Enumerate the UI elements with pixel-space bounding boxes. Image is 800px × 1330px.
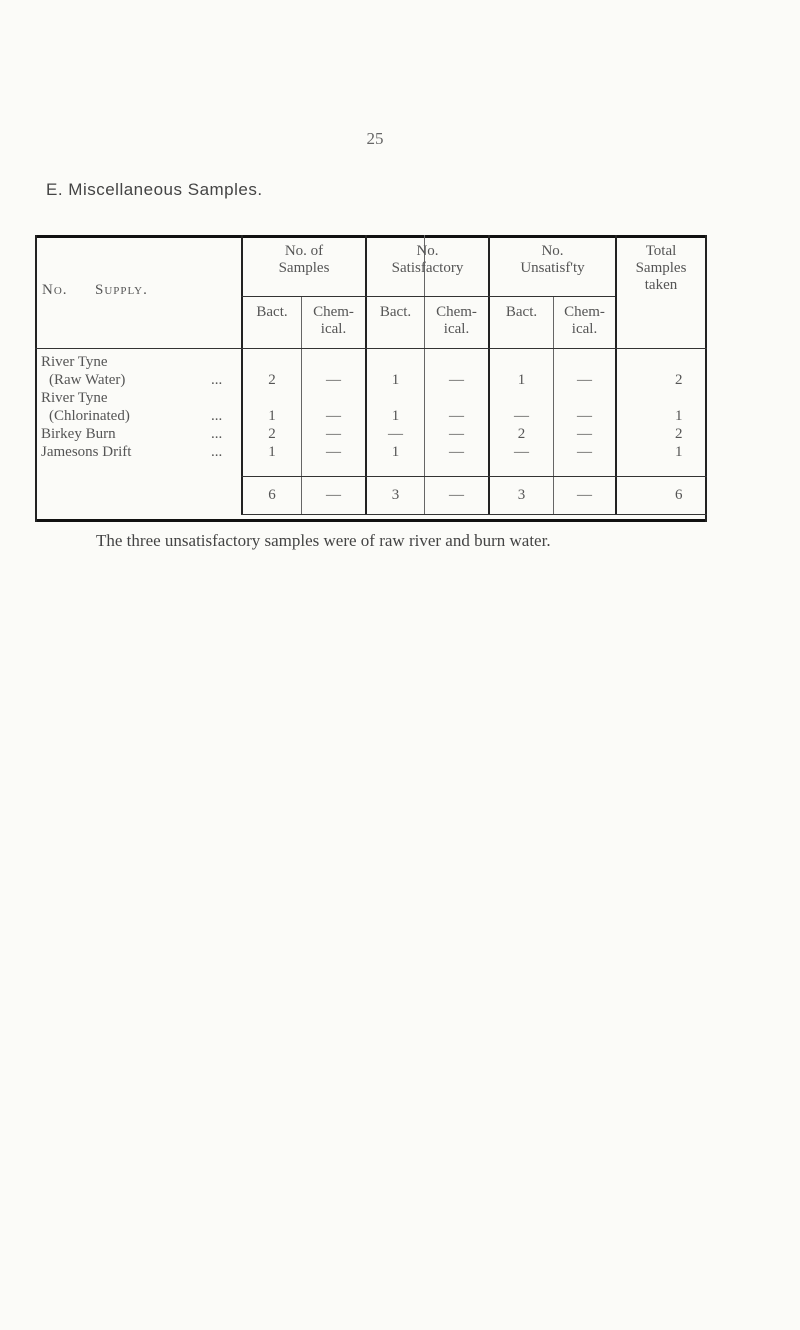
row-4-total: 1: [675, 444, 683, 460]
totals-satisfactory-chem: —: [449, 487, 464, 503]
page-number: 25: [366, 129, 384, 148]
totals-top-rule: [241, 476, 707, 477]
subheader-samples-chem-line2: ical.: [320, 321, 347, 337]
row-3-unsatisfactory-bact: 2: [517, 426, 526, 442]
totals-samples-chem: —: [326, 487, 341, 503]
samples-table: [35, 235, 707, 522]
row-4-satisfactory-bact: 1: [391, 444, 400, 460]
header-samples-line2: Samples: [278, 260, 330, 276]
header-samples-line1: No. of: [284, 243, 324, 259]
subheader-satisfactory-bact: Bact.: [379, 304, 412, 320]
subheader-unsatisfactory-bact: Bact.: [505, 304, 538, 320]
totals-satisfactory-bact: 3: [391, 487, 400, 503]
row-3-satisfactory-bact: —: [388, 426, 403, 442]
row-1-unsatisfactory-chem: —: [577, 372, 592, 388]
totals-samples-bact: 6: [268, 487, 276, 503]
subheader-samples-chem-line1: Chem-: [313, 304, 354, 320]
row-3-samples-bact: 2: [268, 426, 276, 442]
subheader-rule: [241, 296, 615, 297]
header-no: No.: [42, 282, 68, 298]
totals-unsatisfactory-chem: —: [577, 487, 592, 503]
row-2-label-line1: River Tyne: [41, 390, 108, 406]
row-3-label: Birkey Burn: [41, 426, 116, 442]
header-satisfactory-line2: Satisfactory: [391, 260, 464, 276]
header-bottom-rule: [35, 348, 707, 349]
header-unsatisfactory-line1: No.: [541, 243, 564, 259]
row-2-samples-chem: —: [326, 408, 341, 424]
row-1-label-line1: River Tyne: [41, 354, 108, 370]
header-supply: Supply.: [95, 282, 148, 298]
row-1-dots: ...: [211, 372, 223, 388]
row-2-unsatisfactory-bact: —: [514, 408, 529, 424]
row-1-satisfactory-chem: —: [449, 372, 464, 388]
row-2-satisfactory-chem: —: [449, 408, 464, 424]
header-total-line3: taken: [644, 277, 678, 293]
subheader-satisfactory-chem-line2: ical.: [443, 321, 470, 337]
row-3-satisfactory-chem: —: [449, 426, 464, 442]
row-4-unsatisfactory-chem: —: [577, 444, 592, 460]
subheader-unsatisfactory-chem-line2: ical.: [571, 321, 598, 337]
row-2-label-line2: (Chlorinated): [49, 408, 130, 424]
row-4-samples-bact: 1: [268, 444, 276, 460]
footnote: The three unsatisfactory samples were of raw river and burn water.: [96, 531, 551, 550]
row-4-satisfactory-chem: —: [449, 444, 464, 460]
row-1-unsatisfactory-bact: 1: [517, 372, 526, 388]
totals-total: 6: [675, 487, 683, 503]
row-2-unsatisfactory-chem: —: [577, 408, 592, 424]
row-4-unsatisfactory-bact: —: [514, 444, 529, 460]
row-3-samples-chem: —: [326, 426, 341, 442]
subheader-samples-bact: Bact.: [256, 304, 288, 320]
header-total-line1: Total: [645, 243, 677, 259]
row-1-samples-chem: —: [326, 372, 341, 388]
row-2-dots: ...: [211, 408, 223, 424]
header-satisfactory-line1: No.: [416, 243, 439, 259]
subheader-unsatisfactory-chem-line1: Chem-: [564, 304, 605, 320]
totals-bottom-rule: [241, 514, 707, 515]
row-2-total: 1: [675, 408, 683, 424]
header-total-line2: Samples: [635, 260, 687, 276]
row-3-dots: ...: [211, 426, 223, 442]
row-2-samples-bact: 1: [268, 408, 276, 424]
table-bottom-rule: [35, 519, 707, 522]
row-1-total: 2: [675, 372, 683, 388]
row-3-unsatisfactory-chem: —: [577, 426, 592, 442]
section-title: E. Miscellaneous Samples.: [46, 180, 263, 199]
row-2-satisfactory-bact: 1: [391, 408, 400, 424]
row-1-samples-bact: 2: [268, 372, 276, 388]
table-right-border: [705, 235, 707, 522]
row-4-label: Jamesons Drift: [41, 444, 132, 460]
totals-unsatisfactory-bact: 3: [517, 487, 526, 503]
row-1-label-line2: (Raw Water): [49, 372, 126, 388]
row-4-samples-chem: —: [326, 444, 341, 460]
row-4-dots: ...: [211, 444, 223, 460]
table-left-border: [35, 235, 37, 522]
table-top-rule: [35, 235, 707, 238]
subheader-satisfactory-chem-line1: Chem-: [436, 304, 477, 320]
row-3-total: 2: [675, 426, 683, 442]
row-1-satisfactory-bact: 1: [391, 372, 400, 388]
header-unsatisfactory-line2: Unsatisf'ty: [520, 260, 585, 276]
